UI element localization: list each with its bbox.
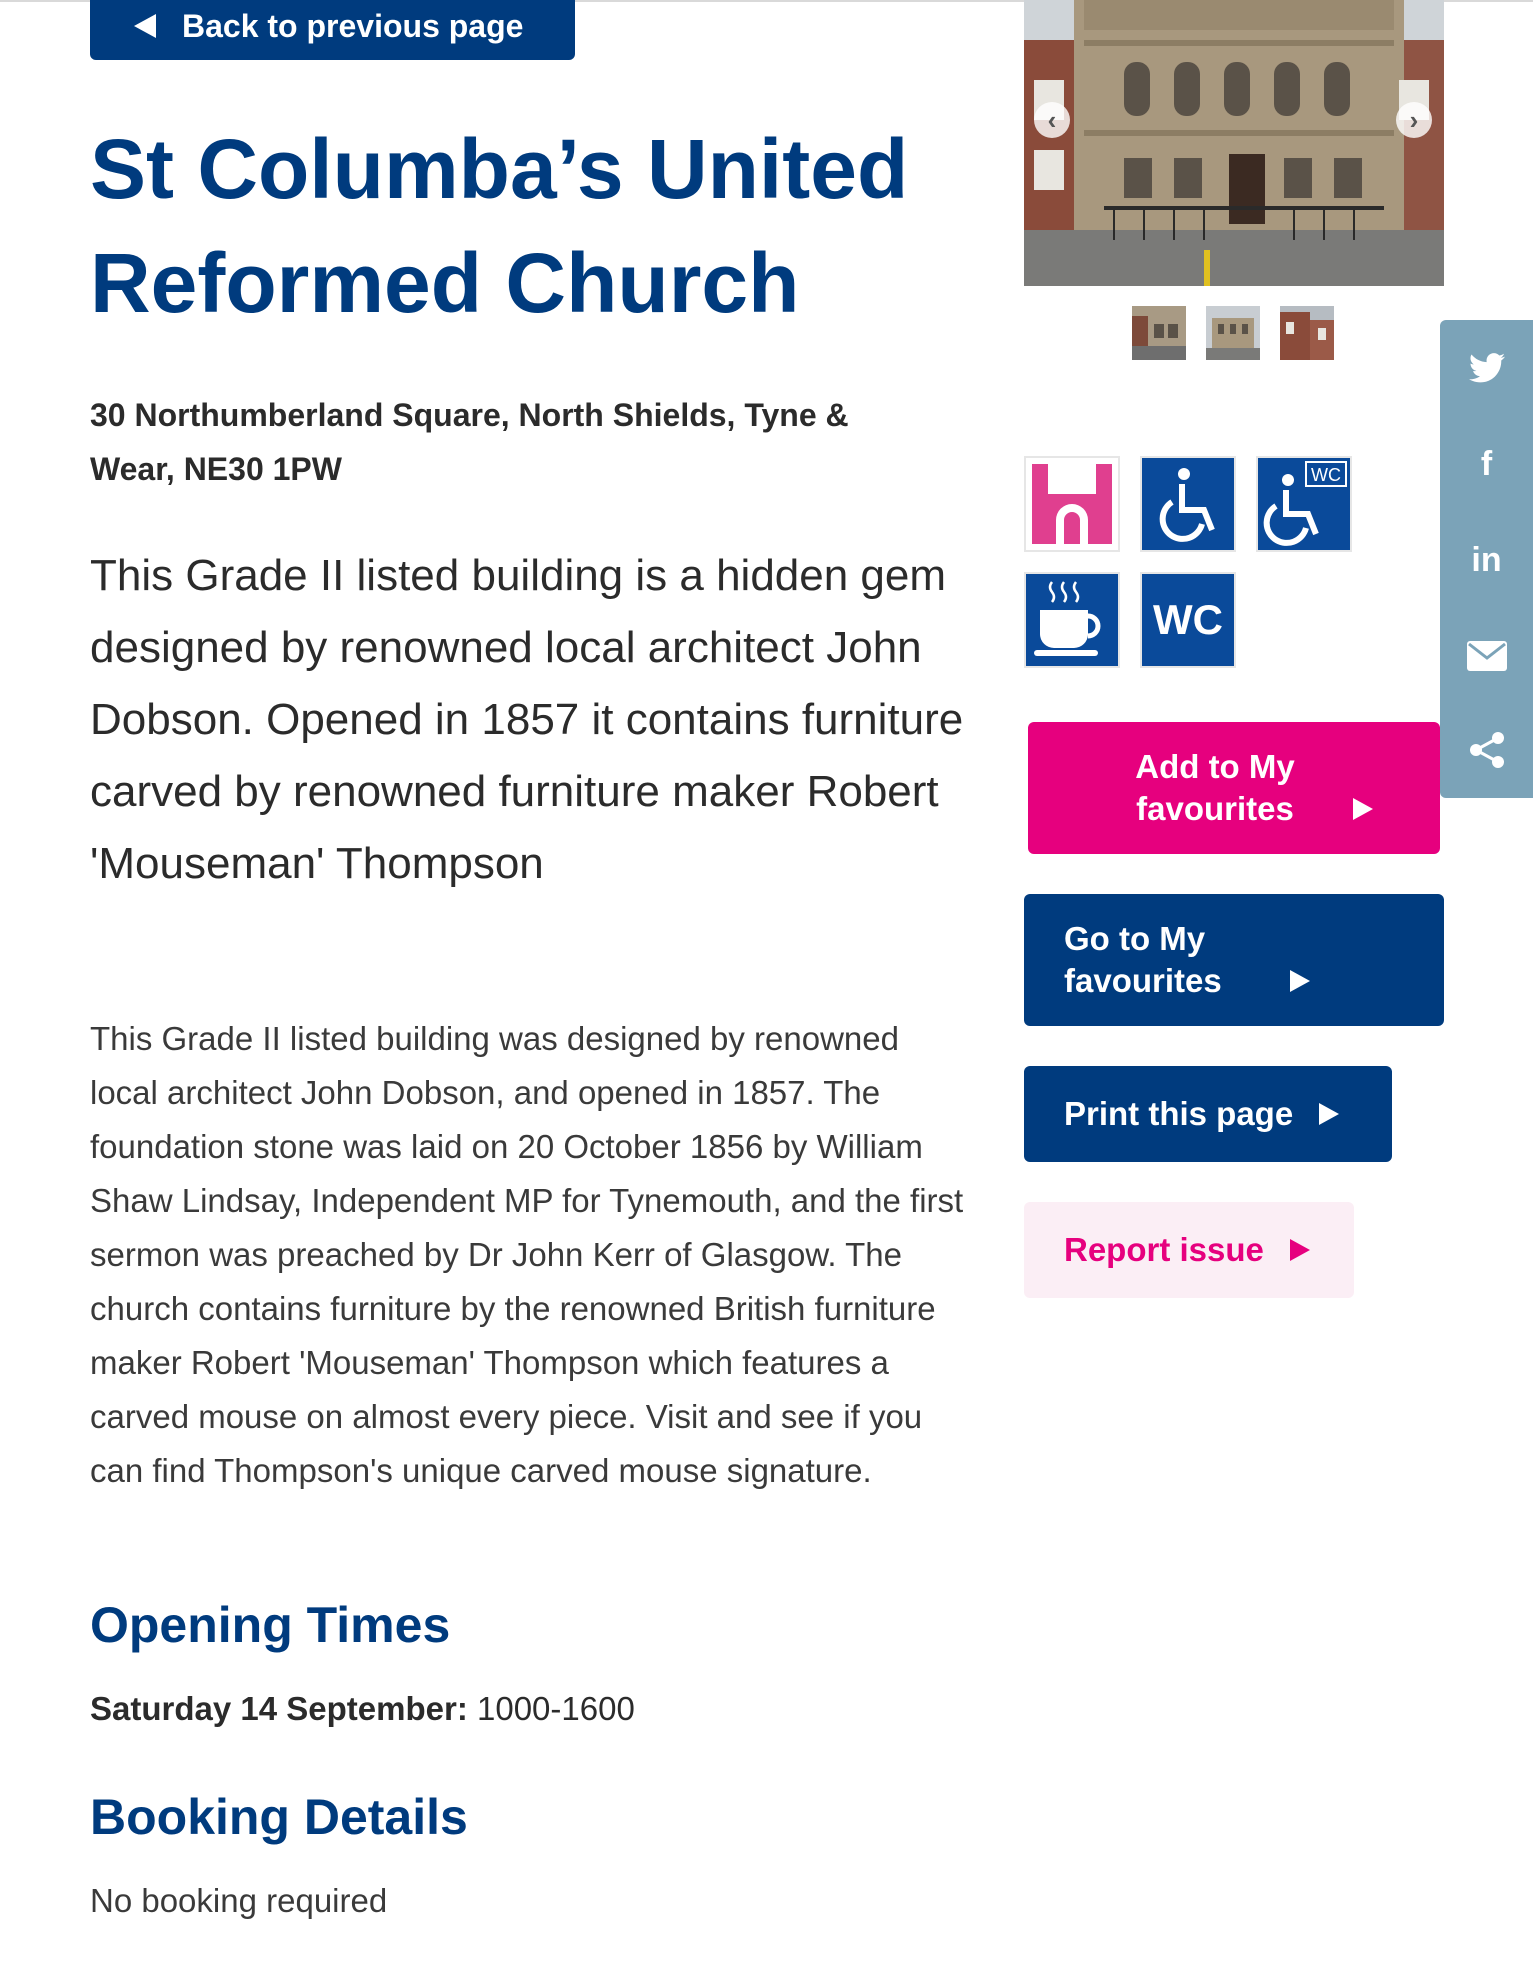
gallery-thumbnails — [1132, 306, 1334, 360]
wc-label: WC — [1153, 596, 1223, 643]
gallery-thumbnail[interactable] — [1132, 306, 1186, 360]
venue-intro: This Grade II listed building is a hidden gem designed by renowned local architect John Dobson. Opened in 1857 it contains furniture carved by renowned furniture maker Robert 'Mouseman' Thompson — [90, 551, 964, 888]
report-issue-button[interactable] — [1024, 1202, 1354, 1298]
print-page-label: Print this page — [1064, 1095, 1294, 1132]
share-more-button[interactable] — [1440, 720, 1533, 780]
arrow-right-icon — [1319, 1103, 1339, 1125]
back-button[interactable] — [90, 0, 575, 60]
booking-details-text: No booking required — [90, 1882, 388, 1919]
venue-address: 30 Northumberland Square, North Shields, Tyne & Wear, NE30 1PW — [90, 397, 849, 487]
building-photo — [1024, 0, 1444, 286]
go-to-favourites-label: Go to My favourites — [1064, 920, 1222, 999]
opening-times-heading: Opening Times — [90, 1597, 451, 1653]
opening-day: Saturday 14 September: — [90, 1690, 468, 1727]
email-share-button[interactable] — [1440, 626, 1533, 686]
wheelchair-access-icon — [1140, 456, 1236, 552]
chevron-right-icon: › — [1409, 104, 1419, 135]
arrow-right-icon — [1290, 970, 1310, 992]
gallery-thumbnail[interactable] — [1280, 306, 1334, 360]
back-button-label: Back to previous page — [182, 7, 524, 44]
arrow-left-icon — [134, 14, 156, 38]
print-page-button[interactable] — [1024, 1066, 1392, 1162]
arrow-right-icon — [1353, 798, 1373, 820]
go-to-favourites-button[interactable] — [1024, 894, 1444, 1026]
facebook-icon: f — [1480, 444, 1493, 483]
accessible-wc-label: WC — [1311, 465, 1341, 485]
wc-icon — [1140, 572, 1236, 668]
chevron-left-icon: ‹ — [1047, 104, 1057, 135]
photo-gallery[interactable] — [1024, 0, 1444, 286]
page-title: St Columba’s United Reformed Church — [90, 122, 909, 330]
venue-description: This Grade II listed building was designed by renowned local architect John Dobson, and opened in 1857. The foundation stone was laid on 20 October 1856 by William Shaw Lindsay, Independent MP for Tynemouth, and the first sermon was preached by Dr John Kerr of Glasgow. The church contains furniture by the renowned British furniture maker Robert 'Mouseman' Thompson which features a carved mouse on almost every piece. Visit and see if you can find Thompson's unique carved mouse signature. — [90, 1020, 964, 1489]
accessible-wc-icon — [1256, 456, 1352, 552]
add-to-favourites-button[interactable] — [1028, 722, 1440, 854]
twitter-share-button[interactable] — [1440, 338, 1533, 398]
report-issue-label: Report issue — [1064, 1231, 1264, 1268]
email-icon — [1466, 640, 1508, 672]
share-icon — [1467, 730, 1507, 770]
linkedin-share-button[interactable] — [1440, 530, 1533, 590]
gallery-prev-button[interactable] — [1034, 102, 1070, 138]
add-to-favourites-label: Add to My favourites — [1135, 748, 1295, 827]
arrow-right-icon — [1290, 1239, 1310, 1261]
gallery-thumbnail[interactable] — [1206, 306, 1260, 360]
twitter-icon — [1469, 353, 1505, 383]
heritage-h-icon — [1024, 456, 1120, 552]
opening-times-row — [90, 1690, 635, 1728]
share-bar — [1440, 320, 1533, 798]
refreshments-cup-icon — [1024, 572, 1120, 668]
facebook-share-button[interactable] — [1440, 434, 1533, 494]
booking-details-heading: Booking Details — [90, 1789, 468, 1845]
gallery-next-button[interactable] — [1396, 102, 1432, 138]
opening-hours: 1000-1600 — [476, 1690, 635, 1727]
linkedin-icon: in — [1471, 540, 1502, 579]
